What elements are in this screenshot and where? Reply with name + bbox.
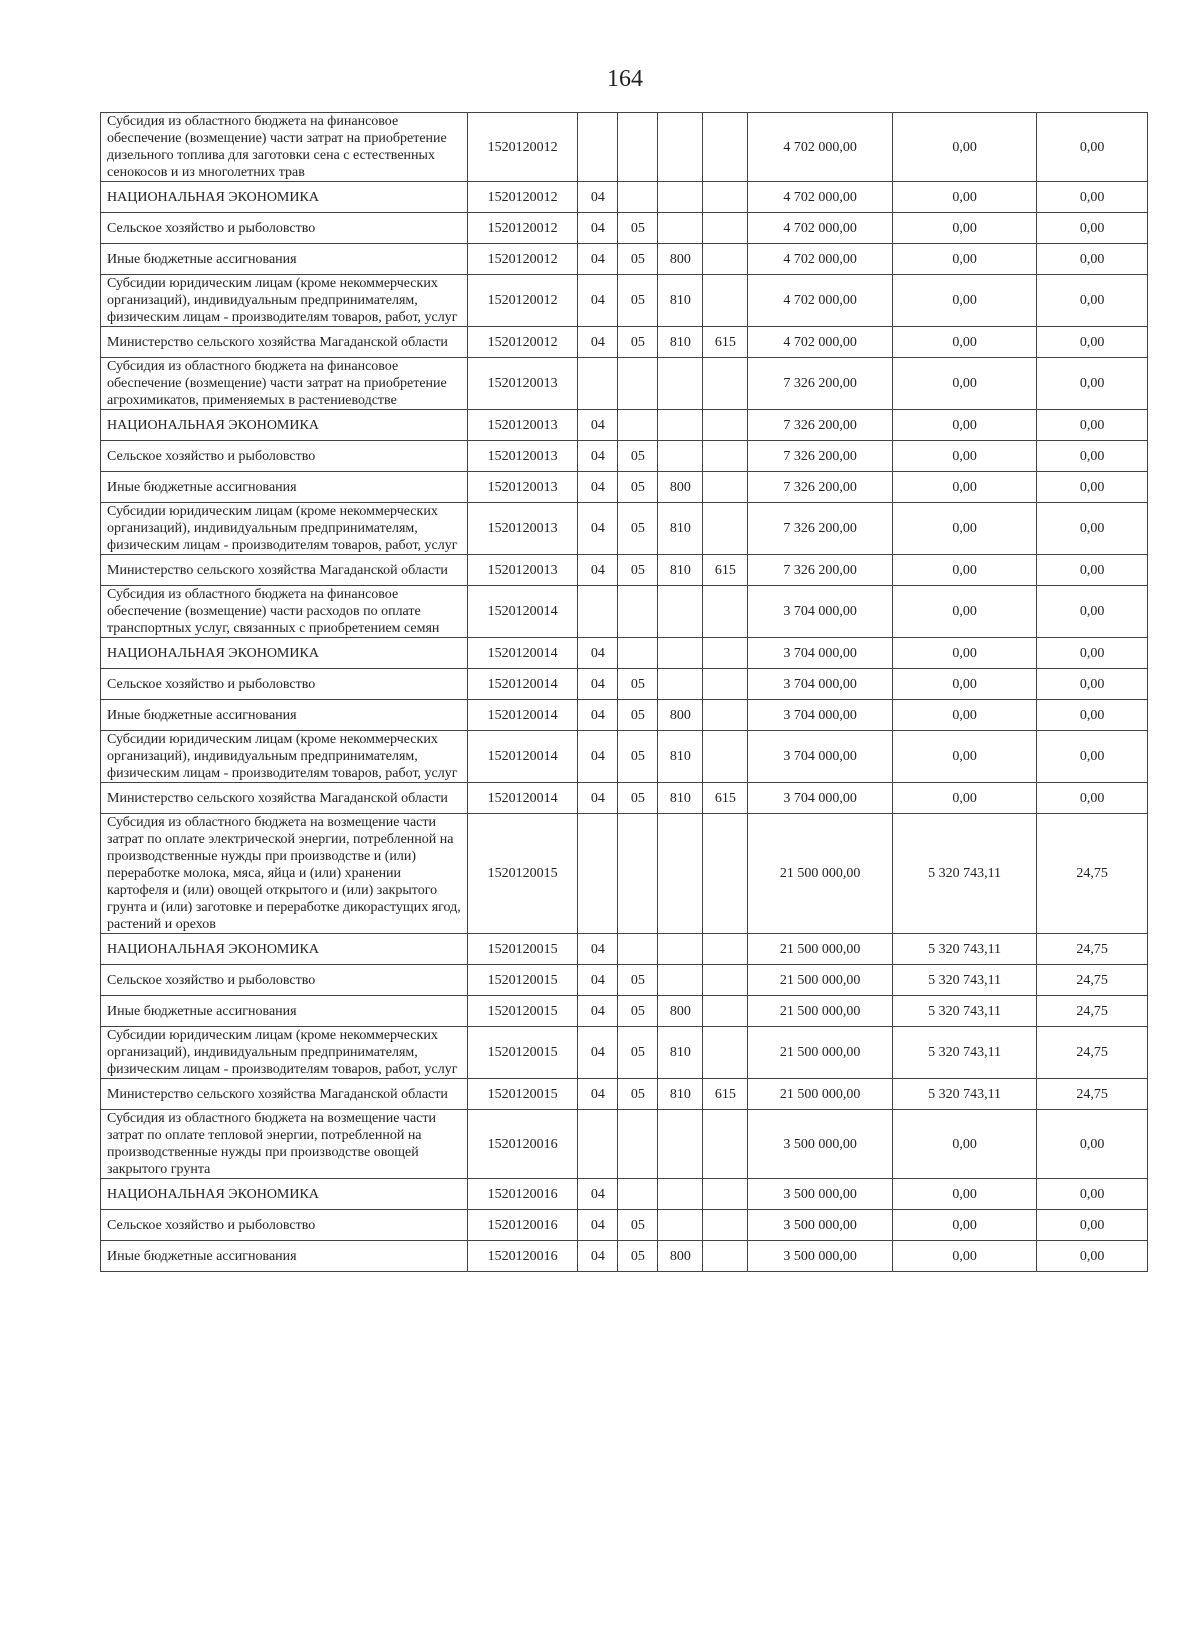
section-code: 04 <box>578 638 618 669</box>
table-row <box>101 934 1148 965</box>
administrator-code: 615 <box>703 327 748 358</box>
row-name: Сельское хозяйство и рыболовство <box>101 1210 468 1241</box>
execution-percent: 0,00 <box>1037 275 1148 327</box>
expense-type-code <box>658 934 703 965</box>
target-article-code: 1520120014 <box>467 731 578 783</box>
row-name: Сельское хозяйство и рыболовство <box>101 965 468 996</box>
planned-amount: 3 704 000,00 <box>748 783 892 814</box>
execution-percent: 0,00 <box>1037 783 1148 814</box>
planned-amount: 7 326 200,00 <box>748 441 892 472</box>
executed-amount: 5 320 743,11 <box>892 1027 1036 1079</box>
planned-amount: 7 326 200,00 <box>748 503 892 555</box>
target-article-code: 1520120012 <box>467 275 578 327</box>
expense-type-code: 810 <box>658 555 703 586</box>
execution-percent: 0,00 <box>1037 731 1148 783</box>
table-row <box>101 244 1148 275</box>
executed-amount: 0,00 <box>892 555 1036 586</box>
row-name: Субсидии юридическим лицам (кроме некоммерческих организаций), индивидуальным предпринимателям, физическим лицам - производителям товаров, работ, услуг <box>101 275 468 327</box>
section-code: 04 <box>578 327 618 358</box>
row-name: Субсидии юридическим лицам (кроме некоммерческих организаций), индивидуальным предпринимателям, физическим лицам - производителям товаров, работ, услуг <box>101 1027 468 1079</box>
planned-amount: 7 326 200,00 <box>748 358 892 410</box>
planned-amount: 4 702 000,00 <box>748 327 892 358</box>
planned-amount: 3 500 000,00 <box>748 1241 892 1272</box>
row-name: Субсидии юридическим лицам (кроме некоммерческих организаций), индивидуальным предпринимателям, физическим лицам - производителям товаров, работ, услуг <box>101 503 468 555</box>
expense-type-code: 800 <box>658 472 703 503</box>
target-article-code: 1520120015 <box>467 934 578 965</box>
row-name: НАЦИОНАЛЬНАЯ ЭКОНОМИКА <box>101 1179 468 1210</box>
subsection-code <box>618 1110 658 1179</box>
planned-amount: 4 702 000,00 <box>748 113 892 182</box>
section-code: 04 <box>578 1027 618 1079</box>
table-row <box>101 441 1148 472</box>
expense-type-code <box>658 182 703 213</box>
table-row <box>101 113 1148 182</box>
target-article-code: 1520120016 <box>467 1241 578 1272</box>
subsection-code: 05 <box>618 700 658 731</box>
target-article-code: 1520120016 <box>467 1210 578 1241</box>
executed-amount: 0,00 <box>892 410 1036 441</box>
executed-amount: 0,00 <box>892 503 1036 555</box>
subsection-code: 05 <box>618 669 658 700</box>
administrator-code <box>703 965 748 996</box>
execution-percent: 0,00 <box>1037 638 1148 669</box>
row-name: Субсидия из областного бюджета на возмещение части затрат по оплате электрической энергии, потребленной на производственные нужды при производстве и (или) переработке молока, мяса, яйца и (или) хранении картофеля и (или) овощей открытого и (или) закрытого грунта и (или) заготовке и переработке дикорастущих ягод, растений и орехов <box>101 814 468 934</box>
section-code <box>578 1110 618 1179</box>
section-code: 04 <box>578 1079 618 1110</box>
expense-type-code: 810 <box>658 731 703 783</box>
subsection-code: 05 <box>618 965 658 996</box>
execution-percent: 0,00 <box>1037 182 1148 213</box>
executed-amount: 0,00 <box>892 669 1036 700</box>
table-row <box>101 1210 1148 1241</box>
table-row <box>101 555 1148 586</box>
administrator-code <box>703 472 748 503</box>
section-code: 04 <box>578 275 618 327</box>
executed-amount: 0,00 <box>892 472 1036 503</box>
row-name: Субсидия из областного бюджета на возмещение части затрат по оплате тепловой энергии, потребленной на производственные нужды при производстве овощей закрытого грунта <box>101 1110 468 1179</box>
row-name: Министерство сельского хозяйства Магаданской области <box>101 555 468 586</box>
section-code: 04 <box>578 996 618 1027</box>
expense-type-code: 810 <box>658 1079 703 1110</box>
target-article-code: 1520120016 <box>467 1110 578 1179</box>
planned-amount: 21 500 000,00 <box>748 1079 892 1110</box>
target-article-code: 1520120012 <box>467 213 578 244</box>
executed-amount: 0,00 <box>892 113 1036 182</box>
target-article-code: 1520120014 <box>467 638 578 669</box>
section-code: 04 <box>578 783 618 814</box>
administrator-code <box>703 669 748 700</box>
subsection-code <box>618 638 658 669</box>
subsection-code: 05 <box>618 996 658 1027</box>
row-name: Сельское хозяйство и рыболовство <box>101 441 468 472</box>
executed-amount: 5 320 743,11 <box>892 814 1036 934</box>
expense-type-code: 810 <box>658 275 703 327</box>
subsection-code <box>618 113 658 182</box>
table-row <box>101 1027 1148 1079</box>
section-code: 04 <box>578 669 618 700</box>
subsection-code: 05 <box>618 244 658 275</box>
table-row <box>101 358 1148 410</box>
section-code: 04 <box>578 934 618 965</box>
execution-percent: 0,00 <box>1037 410 1148 441</box>
execution-percent: 0,00 <box>1037 669 1148 700</box>
row-name: Сельское хозяйство и рыболовство <box>101 213 468 244</box>
expense-type-code <box>658 814 703 934</box>
section-code: 04 <box>578 1210 618 1241</box>
target-article-code: 1520120014 <box>467 700 578 731</box>
expense-type-code: 800 <box>658 700 703 731</box>
administrator-code <box>703 503 748 555</box>
execution-percent: 24,75 <box>1037 934 1148 965</box>
subsection-code: 05 <box>618 213 658 244</box>
planned-amount: 4 702 000,00 <box>748 182 892 213</box>
expense-type-code <box>658 410 703 441</box>
table-row <box>101 1110 1148 1179</box>
executed-amount: 0,00 <box>892 182 1036 213</box>
subsection-code: 05 <box>618 1210 658 1241</box>
expense-type-code <box>658 669 703 700</box>
administrator-code: 615 <box>703 1079 748 1110</box>
planned-amount: 21 500 000,00 <box>748 934 892 965</box>
executed-amount: 0,00 <box>892 731 1036 783</box>
planned-amount: 21 500 000,00 <box>748 965 892 996</box>
section-code: 04 <box>578 1241 618 1272</box>
row-name: НАЦИОНАЛЬНАЯ ЭКОНОМИКА <box>101 934 468 965</box>
target-article-code: 1520120013 <box>467 472 578 503</box>
planned-amount: 7 326 200,00 <box>748 555 892 586</box>
target-article-code: 1520120016 <box>467 1179 578 1210</box>
section-code: 04 <box>578 213 618 244</box>
execution-percent: 0,00 <box>1037 213 1148 244</box>
target-article-code: 1520120013 <box>467 358 578 410</box>
execution-percent: 0,00 <box>1037 555 1148 586</box>
section-code <box>578 358 618 410</box>
budget-table-body <box>101 113 1148 1272</box>
subsection-code: 05 <box>618 555 658 586</box>
executed-amount: 0,00 <box>892 1241 1036 1272</box>
executed-amount: 0,00 <box>892 327 1036 358</box>
target-article-code: 1520120012 <box>467 327 578 358</box>
planned-amount: 4 702 000,00 <box>748 275 892 327</box>
execution-percent: 0,00 <box>1037 586 1148 638</box>
executed-amount: 0,00 <box>892 586 1036 638</box>
subsection-code <box>618 182 658 213</box>
row-name: НАЦИОНАЛЬНАЯ ЭКОНОМИКА <box>101 638 468 669</box>
administrator-code: 615 <box>703 783 748 814</box>
execution-percent: 0,00 <box>1037 244 1148 275</box>
planned-amount: 3 704 000,00 <box>748 731 892 783</box>
planned-amount: 3 704 000,00 <box>748 638 892 669</box>
execution-percent: 0,00 <box>1037 700 1148 731</box>
row-name: Иные бюджетные ассигнования <box>101 244 468 275</box>
expense-type-code: 810 <box>658 783 703 814</box>
table-row <box>101 1079 1148 1110</box>
section-code: 04 <box>578 731 618 783</box>
execution-percent: 0,00 <box>1037 358 1148 410</box>
execution-percent: 0,00 <box>1037 327 1148 358</box>
subsection-code: 05 <box>618 1027 658 1079</box>
subsection-code: 05 <box>618 731 658 783</box>
target-article-code: 1520120014 <box>467 783 578 814</box>
planned-amount: 3 704 000,00 <box>748 669 892 700</box>
row-name: Министерство сельского хозяйства Магаданской области <box>101 327 468 358</box>
expense-type-code <box>658 358 703 410</box>
target-article-code: 1520120013 <box>467 410 578 441</box>
planned-amount: 4 702 000,00 <box>748 213 892 244</box>
target-article-code: 1520120012 <box>467 182 578 213</box>
administrator-code <box>703 410 748 441</box>
section-code: 04 <box>578 1179 618 1210</box>
execution-percent: 24,75 <box>1037 996 1148 1027</box>
administrator-code <box>703 441 748 472</box>
administrator-code <box>703 275 748 327</box>
section-code: 04 <box>578 700 618 731</box>
row-name: Субсидия из областного бюджета на финансовое обеспечение (возмещение) части затрат на приобретение дизельного топлива для заготовки сена с естественных сенокосов и из многолетних трав <box>101 113 468 182</box>
table-row <box>101 275 1148 327</box>
table-row <box>101 586 1148 638</box>
executed-amount: 0,00 <box>892 783 1036 814</box>
row-name: Иные бюджетные ассигнования <box>101 700 468 731</box>
table-row <box>101 213 1148 244</box>
planned-amount: 21 500 000,00 <box>748 814 892 934</box>
target-article-code: 1520120015 <box>467 1027 578 1079</box>
expense-type-code <box>658 1179 703 1210</box>
table-row <box>101 410 1148 441</box>
execution-percent: 24,75 <box>1037 1079 1148 1110</box>
planned-amount: 4 702 000,00 <box>748 244 892 275</box>
planned-amount: 3 704 000,00 <box>748 700 892 731</box>
planned-amount: 3 500 000,00 <box>748 1210 892 1241</box>
subsection-code <box>618 586 658 638</box>
section-code: 04 <box>578 965 618 996</box>
execution-percent: 0,00 <box>1037 472 1148 503</box>
row-name: Иные бюджетные ассигнования <box>101 472 468 503</box>
subsection-code: 05 <box>618 472 658 503</box>
administrator-code <box>703 814 748 934</box>
target-article-code: 1520120013 <box>467 441 578 472</box>
table-row <box>101 700 1148 731</box>
expense-type-code: 800 <box>658 996 703 1027</box>
planned-amount: 7 326 200,00 <box>748 410 892 441</box>
executed-amount: 0,00 <box>892 213 1036 244</box>
planned-amount: 3 704 000,00 <box>748 586 892 638</box>
administrator-code <box>703 1110 748 1179</box>
row-name: Иные бюджетные ассигнования <box>101 1241 468 1272</box>
row-name: Министерство сельского хозяйства Магаданской области <box>101 1079 468 1110</box>
subsection-code: 05 <box>618 1079 658 1110</box>
page-number: 164 <box>607 66 643 92</box>
administrator-code <box>703 731 748 783</box>
section-code <box>578 814 618 934</box>
subsection-code <box>618 1179 658 1210</box>
executed-amount: 5 320 743,11 <box>892 934 1036 965</box>
target-article-code: 1520120015 <box>467 965 578 996</box>
table-row <box>101 472 1148 503</box>
administrator-code <box>703 358 748 410</box>
table-row <box>101 814 1148 934</box>
subsection-code <box>618 814 658 934</box>
expense-type-code <box>658 638 703 669</box>
execution-percent: 0,00 <box>1037 1210 1148 1241</box>
executed-amount: 5 320 743,11 <box>892 965 1036 996</box>
execution-percent: 0,00 <box>1037 1241 1148 1272</box>
target-article-code: 1520120015 <box>467 1079 578 1110</box>
section-code: 04 <box>578 410 618 441</box>
executed-amount: 0,00 <box>892 441 1036 472</box>
row-name: НАЦИОНАЛЬНАЯ ЭКОНОМИКА <box>101 182 468 213</box>
expense-type-code: 800 <box>658 244 703 275</box>
target-article-code: 1520120013 <box>467 503 578 555</box>
table-row <box>101 996 1148 1027</box>
administrator-code <box>703 586 748 638</box>
subsection-code: 05 <box>618 783 658 814</box>
subsection-code <box>618 934 658 965</box>
expense-type-code: 800 <box>658 1241 703 1272</box>
execution-percent: 24,75 <box>1037 1027 1148 1079</box>
table-row <box>101 783 1148 814</box>
administrator-code <box>703 1027 748 1079</box>
planned-amount: 21 500 000,00 <box>748 996 892 1027</box>
administrator-code <box>703 113 748 182</box>
section-code: 04 <box>578 244 618 275</box>
administrator-code <box>703 996 748 1027</box>
execution-percent: 0,00 <box>1037 1179 1148 1210</box>
row-name: НАЦИОНАЛЬНАЯ ЭКОНОМИКА <box>101 410 468 441</box>
executed-amount: 0,00 <box>892 638 1036 669</box>
planned-amount: 7 326 200,00 <box>748 472 892 503</box>
administrator-code: 615 <box>703 555 748 586</box>
subsection-code: 05 <box>618 327 658 358</box>
administrator-code <box>703 1210 748 1241</box>
row-name: Субсидии юридическим лицам (кроме некоммерческих организаций), индивидуальным предпринимателям, физическим лицам - производителям товаров, работ, услуг <box>101 731 468 783</box>
section-code: 04 <box>578 441 618 472</box>
expense-type-code: 810 <box>658 503 703 555</box>
executed-amount: 0,00 <box>892 244 1036 275</box>
subsection-code: 05 <box>618 1241 658 1272</box>
execution-percent: 0,00 <box>1037 441 1148 472</box>
section-code <box>578 113 618 182</box>
expense-type-code <box>658 1210 703 1241</box>
execution-percent: 24,75 <box>1037 965 1148 996</box>
row-name: Сельское хозяйство и рыболовство <box>101 669 468 700</box>
target-article-code: 1520120012 <box>467 244 578 275</box>
administrator-code <box>703 244 748 275</box>
section-code <box>578 586 618 638</box>
table-row <box>101 182 1148 213</box>
subsection-code <box>618 410 658 441</box>
table-row <box>101 327 1148 358</box>
table-row <box>101 669 1148 700</box>
section-code: 04 <box>578 472 618 503</box>
expense-type-code <box>658 586 703 638</box>
administrator-code <box>703 213 748 244</box>
subsection-code: 05 <box>618 441 658 472</box>
target-article-code: 1520120014 <box>467 669 578 700</box>
expense-type-code <box>658 1110 703 1179</box>
target-article-code: 1520120015 <box>467 814 578 934</box>
target-article-code: 1520120013 <box>467 555 578 586</box>
execution-percent: 24,75 <box>1037 814 1148 934</box>
planned-amount: 3 500 000,00 <box>748 1110 892 1179</box>
executed-amount: 0,00 <box>892 1210 1036 1241</box>
executed-amount: 0,00 <box>892 275 1036 327</box>
row-name: Министерство сельского хозяйства Магаданской области <box>101 783 468 814</box>
table-row <box>101 503 1148 555</box>
subsection-code <box>618 358 658 410</box>
budget-table <box>100 112 1148 1272</box>
administrator-code <box>703 1241 748 1272</box>
target-article-code: 1520120015 <box>467 996 578 1027</box>
executed-amount: 5 320 743,11 <box>892 996 1036 1027</box>
expense-type-code: 810 <box>658 1027 703 1079</box>
section-code: 04 <box>578 555 618 586</box>
executed-amount: 0,00 <box>892 700 1036 731</box>
subsection-code: 05 <box>618 275 658 327</box>
executed-amount: 0,00 <box>892 358 1036 410</box>
target-article-code: 1520120014 <box>467 586 578 638</box>
execution-percent: 0,00 <box>1037 1110 1148 1179</box>
administrator-code <box>703 182 748 213</box>
executed-amount: 5 320 743,11 <box>892 1079 1036 1110</box>
execution-percent: 0,00 <box>1037 113 1148 182</box>
table-row <box>101 1179 1148 1210</box>
planned-amount: 21 500 000,00 <box>748 1027 892 1079</box>
section-code: 04 <box>578 182 618 213</box>
target-article-code: 1520120012 <box>467 113 578 182</box>
expense-type-code <box>658 965 703 996</box>
table-row <box>101 1241 1148 1272</box>
row-name: Иные бюджетные ассигнования <box>101 996 468 1027</box>
row-name: Субсидия из областного бюджета на финансовое обеспечение (возмещение) части затрат на приобретение агрохимикатов, применяемых в растениеводстве <box>101 358 468 410</box>
table-row <box>101 638 1148 669</box>
planned-amount: 3 500 000,00 <box>748 1179 892 1210</box>
administrator-code <box>703 1179 748 1210</box>
administrator-code <box>703 638 748 669</box>
administrator-code <box>703 700 748 731</box>
expense-type-code <box>658 113 703 182</box>
executed-amount: 0,00 <box>892 1179 1036 1210</box>
row-name: Субсидия из областного бюджета на финансовое обеспечение (возмещение) части расходов по оплате транспортных услуг, связанных с приобретением семян <box>101 586 468 638</box>
execution-percent: 0,00 <box>1037 503 1148 555</box>
table-row <box>101 965 1148 996</box>
subsection-code: 05 <box>618 503 658 555</box>
table-row <box>101 731 1148 783</box>
expense-type-code: 810 <box>658 327 703 358</box>
executed-amount: 0,00 <box>892 1110 1036 1179</box>
section-code: 04 <box>578 503 618 555</box>
administrator-code <box>703 934 748 965</box>
expense-type-code <box>658 213 703 244</box>
expense-type-code <box>658 441 703 472</box>
